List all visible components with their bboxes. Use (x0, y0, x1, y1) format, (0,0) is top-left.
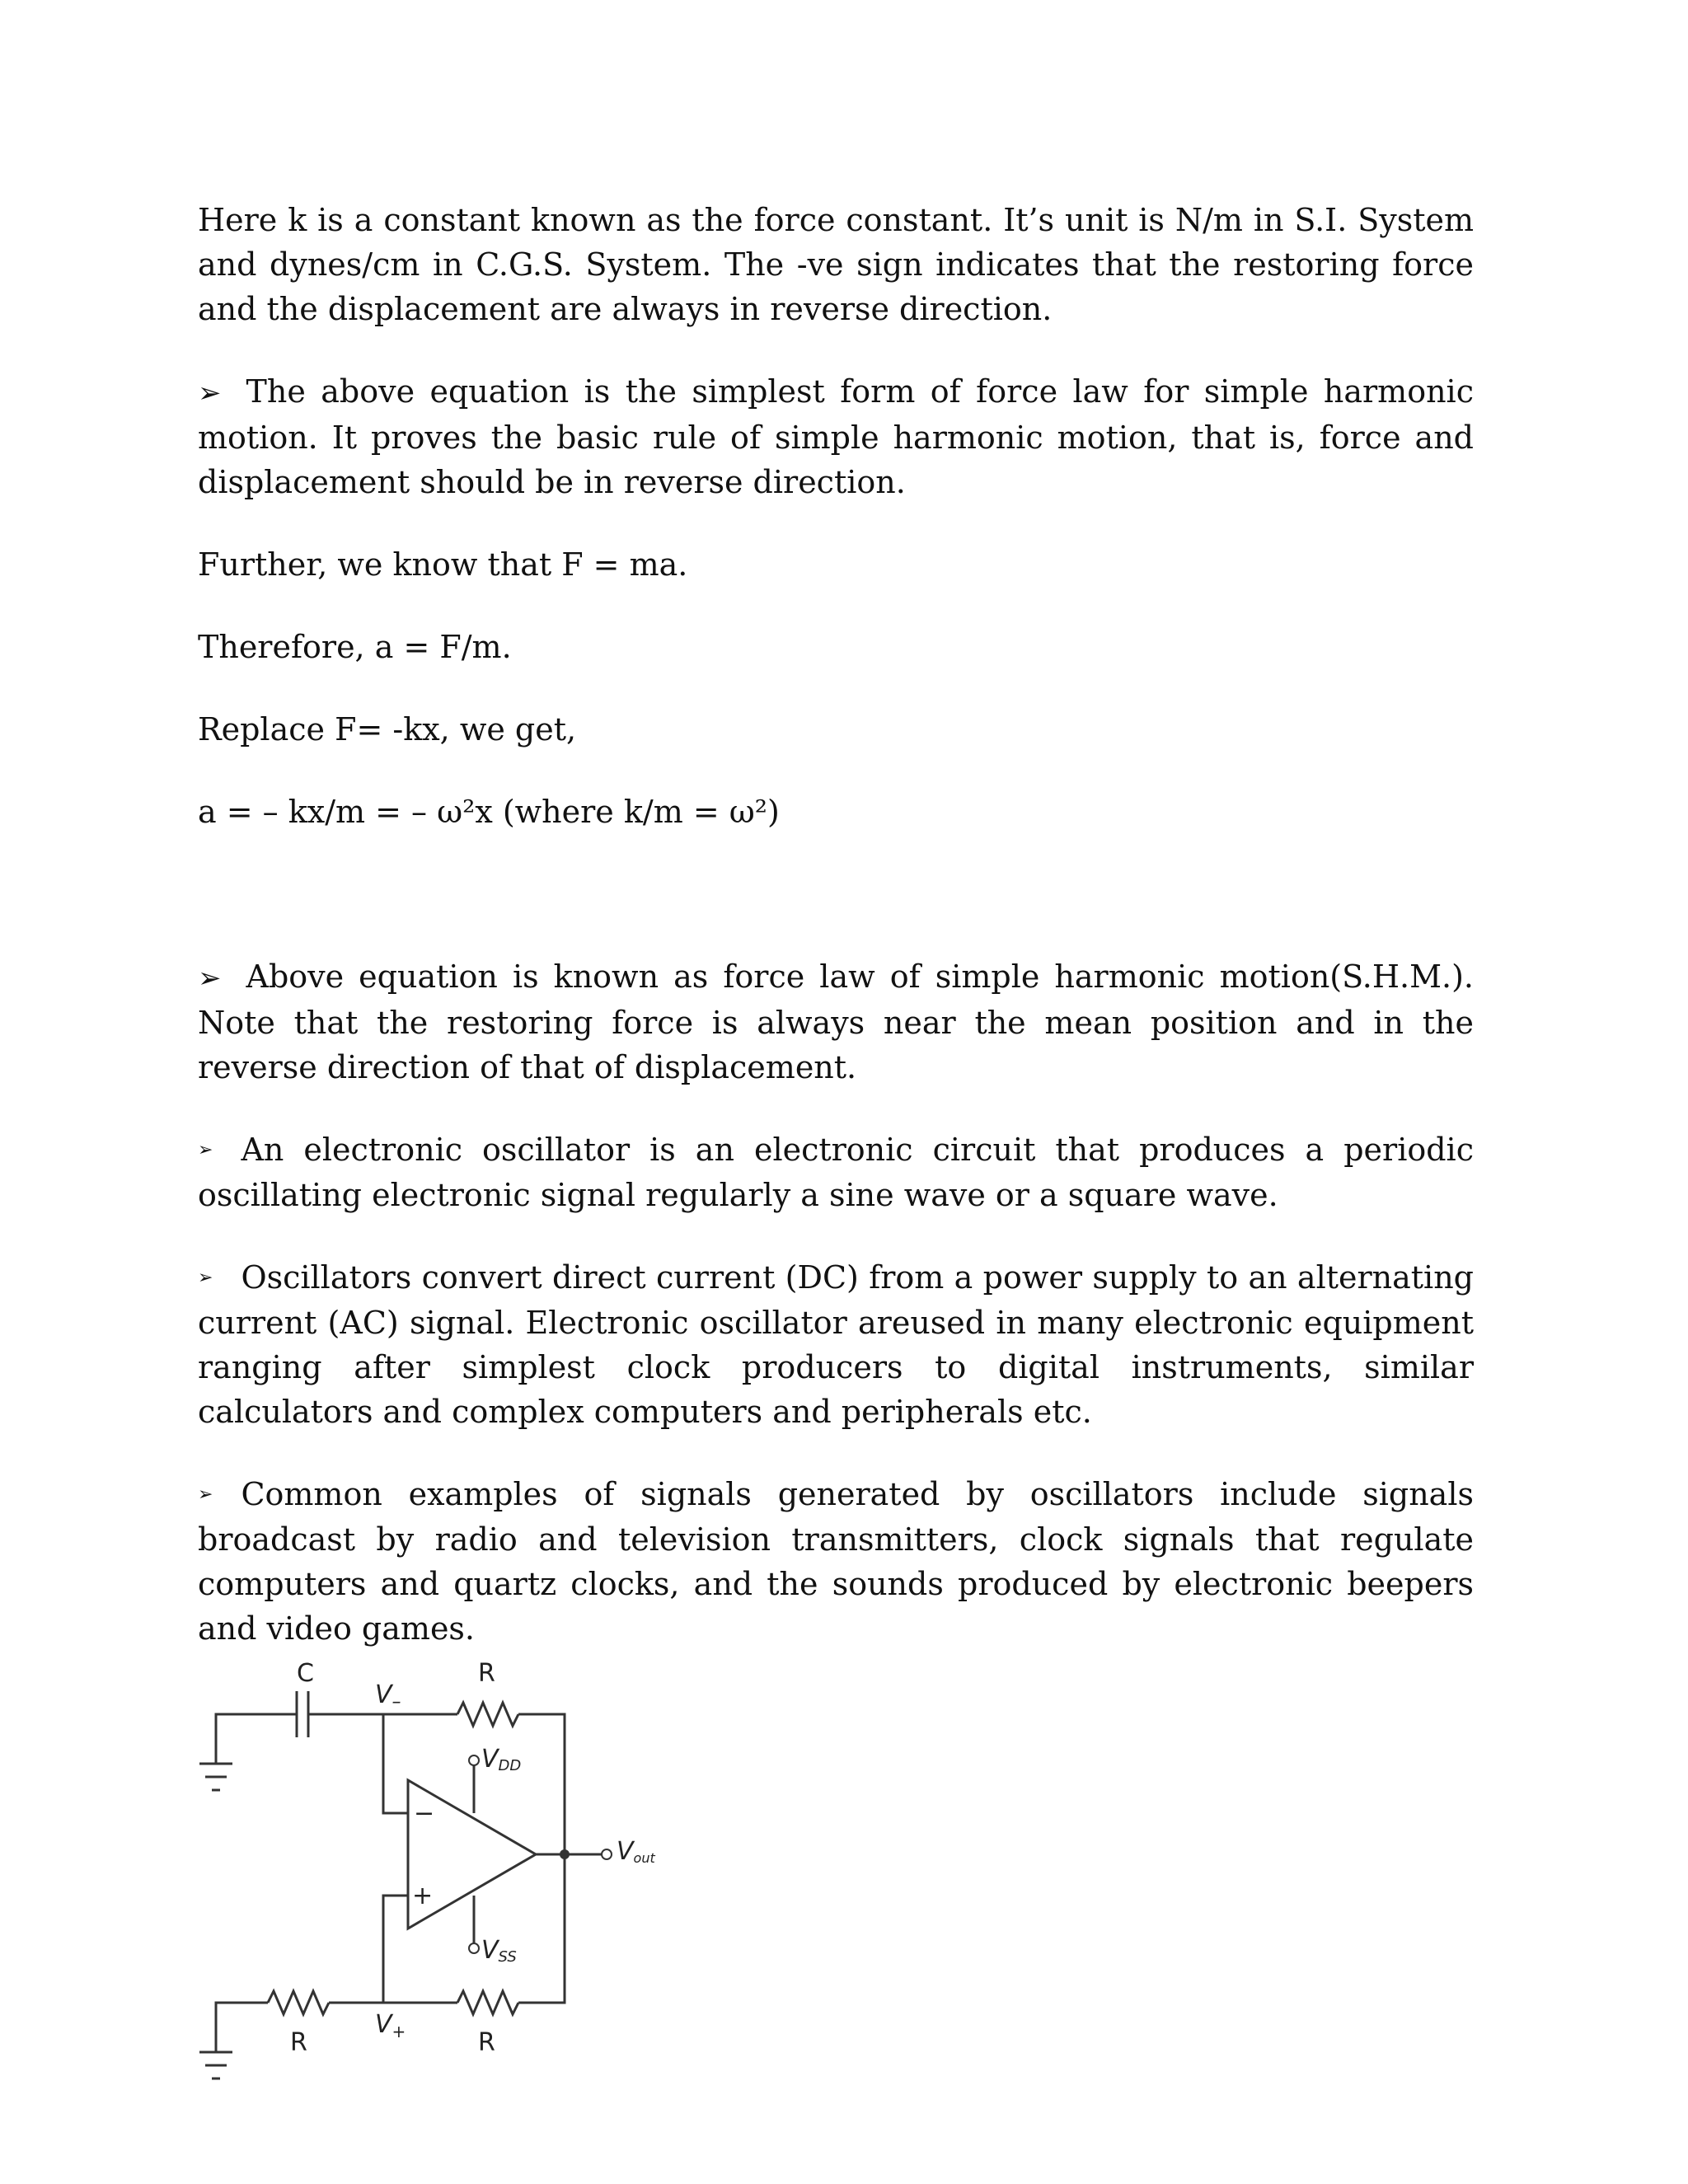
label-vdd: VDD (481, 1745, 522, 1774)
terminal-vdd (469, 1755, 479, 1765)
wire-node-to-minus (383, 1714, 408, 1813)
wire-top-right (518, 1714, 565, 1854)
wire-bottom-left (216, 2003, 268, 2052)
resistor-bottom-left (268, 1991, 329, 2014)
label-plus-input: + (412, 1882, 434, 1910)
label-vss: VSS (481, 1936, 517, 1966)
paragraph-text: Oscillators convert direct current (DC) from a power supply to an alternating current (AC) signal. Electronic oscillator areused in many electronic equipment ranging after simplest clock producers to digital instruments, similar calculators and complex computers and peripherals etc. (198, 1259, 1474, 1430)
resistor-top (457, 1703, 518, 1726)
paragraph-a-f-m: Therefore, a = F/m. (198, 629, 512, 665)
paragraph-force-constant: Here k is a constant known as the force constant. It’s unit is N/m in S.I. System and dynes/cm in C.G.S. System. The -ve sign indicates that the restoring force and the displacement are always in reverse direction. (198, 202, 1474, 327)
bullet-arrow-icon: ➢ (198, 1484, 213, 1505)
label-vminus: $V_-$ (375, 1680, 401, 1713)
label-c: C (297, 1659, 314, 1688)
label-r-bottom-left: R (290, 2028, 307, 2057)
junction-output (560, 1850, 569, 1858)
paragraph-oscillator-dc-ac (198, 1255, 1474, 1434)
bullet-arrow-icon: ➢ (198, 377, 222, 410)
paragraph-replace: Replace F= -kx, we get, (198, 711, 577, 748)
paragraph-oscillator-definition (198, 1127, 1474, 1217)
paragraph-text: An electronic oscillator is an electronic circuit that produces a periodic oscillating electronic signal regularly a sine wave or a square wave. (198, 1132, 1474, 1213)
bullet-arrow-icon: ➢ (198, 1268, 213, 1288)
document-page (198, 198, 1474, 1689)
terminal-vout (602, 1849, 612, 1859)
wire-plus-node (383, 1896, 408, 2003)
paragraph-f-ma: Further, we know that F = ma. (198, 546, 688, 583)
paragraph-simplest-form (198, 369, 1474, 504)
label-vout: Vout (617, 1837, 655, 1866)
equation-acceleration: a = – kx/m = – ω²x (where k/m = ω²) (198, 794, 780, 830)
spacer (198, 872, 1474, 954)
label-vplus: $V_+$ (375, 2010, 406, 2041)
resistor-bottom-right (457, 1991, 518, 2014)
wire-top-left (216, 1714, 297, 1764)
paragraph-oscillator-examples (198, 1472, 1474, 1651)
paragraph-force-law (198, 954, 1474, 1090)
paragraph-text: Common examples of signals generated by oscillators include signals broadcast by radio and television transmitters, clock signals that regulate computers and quartz clocks, and the sounds produced by electronic beepers and video games. (198, 1476, 1474, 1647)
bullet-arrow-icon: ➢ (198, 962, 222, 995)
paragraph-text: The above equation is the simplest form of force law for simple harmonic motion. It proves the basic rule of simple harmonic motion, that is, force and displacement should be in reverse direction. (198, 373, 1474, 500)
wire-bottom-right (518, 1854, 565, 2003)
label-r-bottom-right: R (478, 2028, 495, 2057)
oscillator-circuit-diagram (198, 1657, 725, 2085)
paragraph-text: Above equation is known as force law of simple harmonic motion(S.H.M.). Note that the restoring force is always near the mean position and in the reverse direction of that of displacement. (198, 958, 1474, 1085)
label-r-top: R (478, 1659, 495, 1688)
bullet-arrow-icon: ➢ (198, 1140, 213, 1160)
terminal-vss (469, 1943, 479, 1953)
label-minus-input: − (414, 1799, 435, 1828)
